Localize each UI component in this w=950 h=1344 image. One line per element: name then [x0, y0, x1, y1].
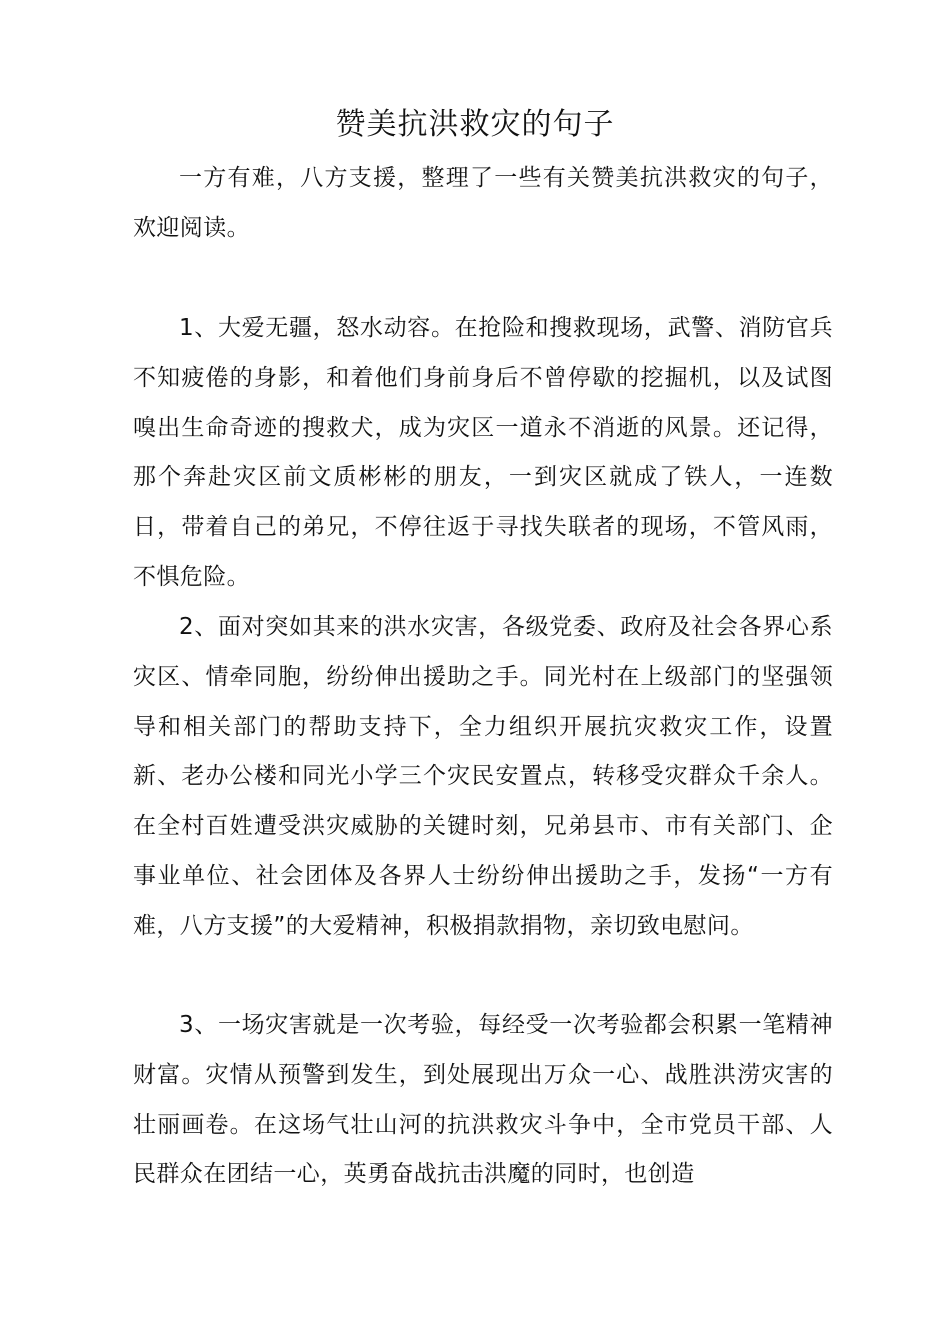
paragraph-2: 2、面对突如其来的洪水灾害，各级党委、政府及社会各界心系灾区、情牵同胞，纷纷伸出援助之手。同光村在上级部门的坚强领导和相关部门的帮助支持下，全力组织开展抗灾救灾工作，设置新、老办公楼和同光小学三个灾民安置点，转移受灾群众千余人。在全村百姓遭受洪灾威胁的关键时刻，兄弟县市、市有关部门、企事业单位、社会团体及各界人士纷纷伸出援助之手，发扬“一方有难，八方支援”的大爱精神，积极捐款捐物，亲切致电慰问。: [133, 614, 833, 939]
paragraph-1: 1、大爱无疆，怒水动容。在抢险和搜救现场，武警、消防官兵不知疲倦的身影，和着他们身前身后不曾停歇的挖掘机，以及试图嗅出生命奇迹的搜救犬，成为灾区一道永不消逝的风景。还记得，那个奔赴灾区前文质彬彬的朋友，一到灾区就成了铁人，一连数日，带着自己的弟兄，不停往返于寻找失联者的现场，不管风雨，不惧危险。: [133, 315, 833, 590]
paragraph-3: 3、一场灾害就是一次考验，每经受一次考验都会积累一笔精神财富。灾情从预警到发生，到处展现出万众一心、战胜洪涝灾害的壮丽画卷。在这场气壮山河的抗洪救灾斗争中，全市党员干部、人民群众在团结一心，英勇奋战抗击洪魔的同时，也创造: [133, 1012, 833, 1188]
document-title: 赞美抗洪救灾的句子: [335, 107, 615, 142]
intro-paragraph: 一方有难，八方支援，整理了一些有关赞美抗洪救灾的句子，欢迎阅读。: [133, 165, 833, 241]
